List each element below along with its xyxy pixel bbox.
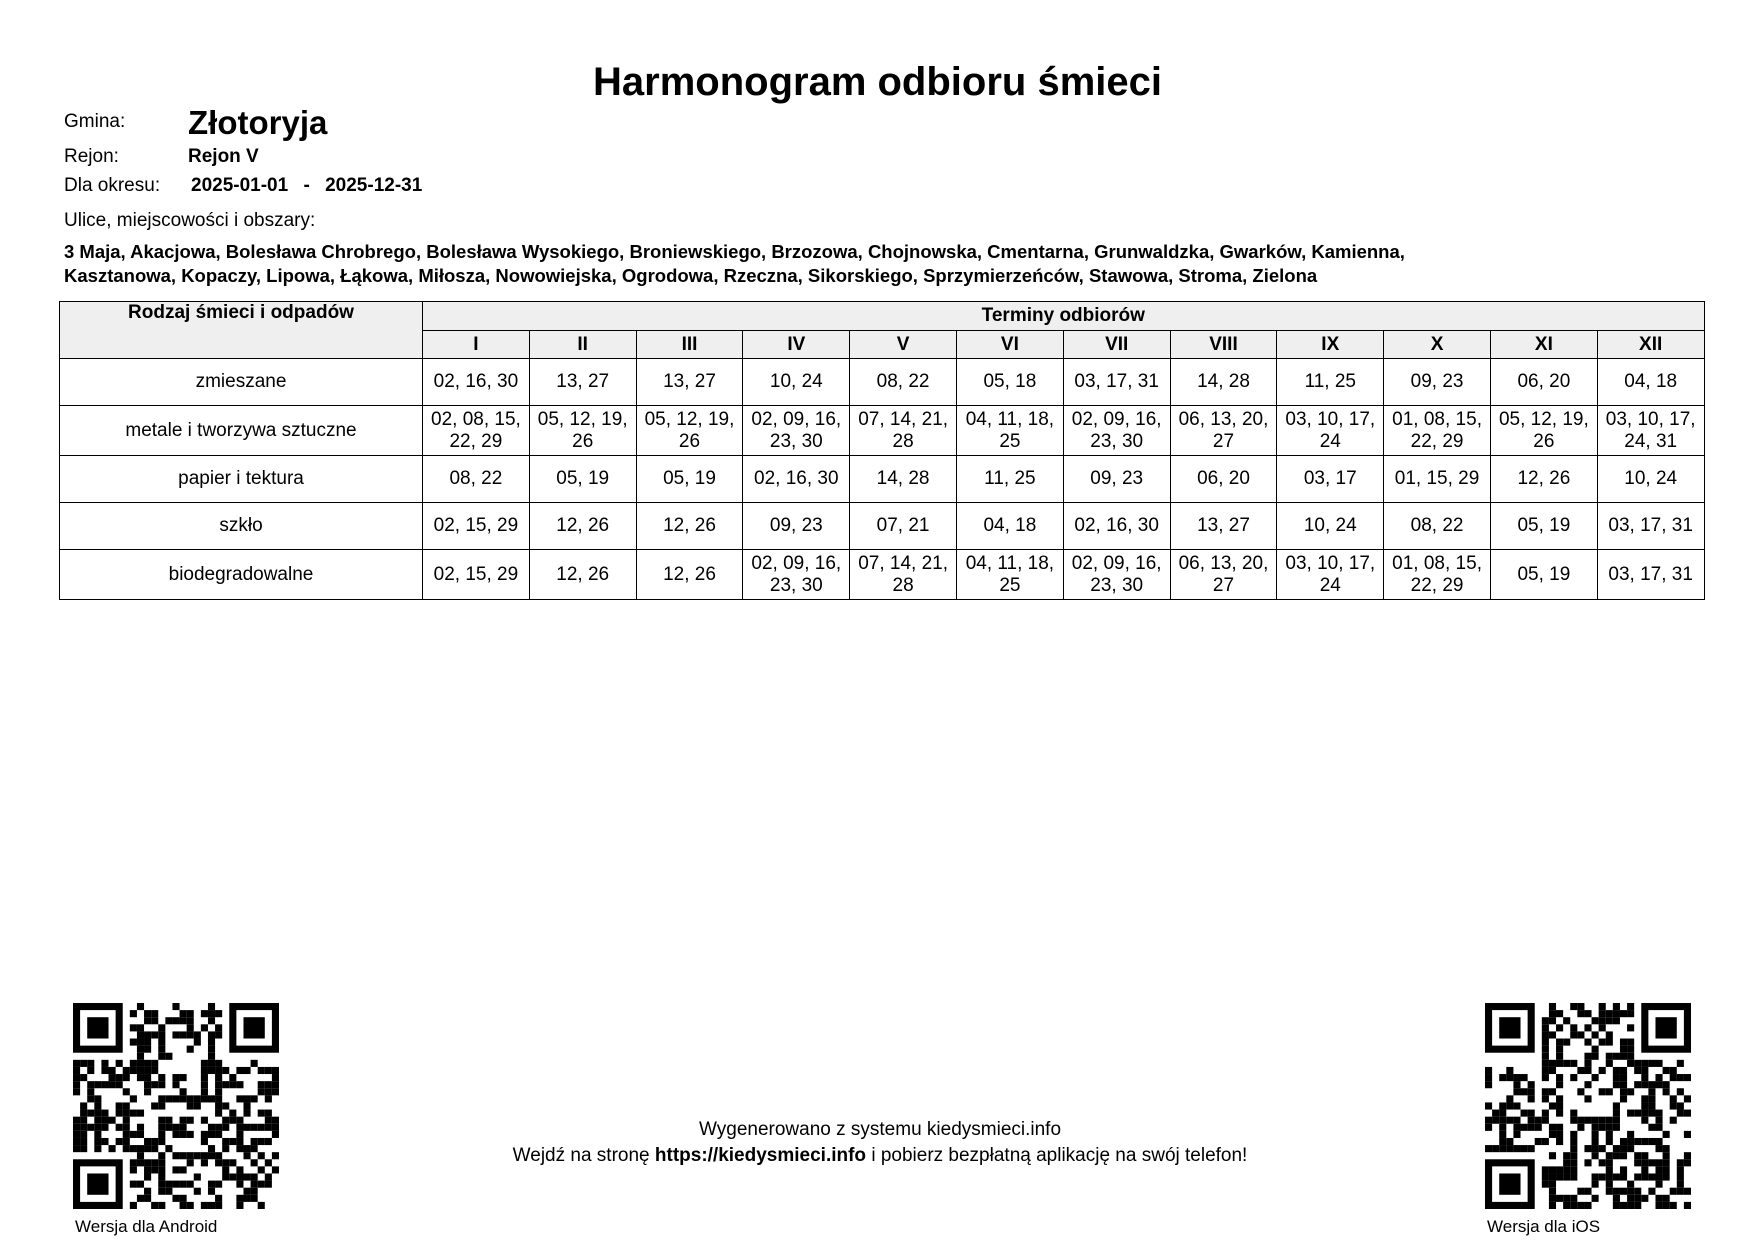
table-row xyxy=(60,456,1705,503)
month-header: II xyxy=(529,331,636,359)
okres-label: Dla okresu: xyxy=(64,175,161,196)
table-row xyxy=(60,550,1705,600)
date-cell: 03, 17 xyxy=(1277,456,1384,503)
date-cell: 02, 15, 29 xyxy=(423,550,530,600)
date-cell: 13, 27 xyxy=(1170,503,1277,550)
table-row xyxy=(60,359,1705,406)
month-header: VII xyxy=(1063,331,1170,359)
table-row xyxy=(60,406,1705,456)
date-cell: 12, 26 xyxy=(529,503,636,550)
qr-code-icon xyxy=(1485,1003,1691,1209)
date-cell: 11, 25 xyxy=(1277,359,1384,406)
waste-type-cell: biodegradowalne xyxy=(60,550,423,600)
footer-line-1: Wygenerowano z systemu kiedysmieci.info xyxy=(698,1119,1062,1140)
date-cell: 12, 26 xyxy=(636,503,743,550)
date-cell: 03, 10, 17, 24 xyxy=(1277,406,1384,456)
date-cell: 02, 16, 30 xyxy=(743,456,850,503)
streets-list xyxy=(64,240,1704,288)
date-cell: 05, 19 xyxy=(1490,503,1597,550)
date-cell: 04, 18 xyxy=(956,503,1063,550)
date-cell: 12, 26 xyxy=(1490,456,1597,503)
date-cell: 03, 10, 17, 24 xyxy=(1277,550,1384,600)
date-cell: 09, 23 xyxy=(1063,456,1170,503)
website-link[interactable]: https://kiedysmieci.info xyxy=(654,1145,867,1166)
date-cell: 14, 28 xyxy=(1170,359,1277,406)
android-label: Wersja dla Android xyxy=(75,1217,218,1236)
footer-text-pre: Wejdź na stronę xyxy=(512,1145,655,1166)
month-header: VIII xyxy=(1170,331,1277,359)
date-cell: 05, 19 xyxy=(1490,550,1597,600)
type-header: Rodzaj śmieci i odpadów xyxy=(60,302,423,359)
date-cell: 12, 26 xyxy=(636,550,743,600)
date-cell: 13, 27 xyxy=(636,359,743,406)
date-cell: 03, 17, 31 xyxy=(1063,359,1170,406)
date-cell: 05, 19 xyxy=(636,456,743,503)
date-cell: 02, 16, 30 xyxy=(423,359,530,406)
month-header: IV xyxy=(743,331,850,359)
footer-line-2 xyxy=(380,1143,1380,1169)
date-cell: 09, 23 xyxy=(743,503,850,550)
date-cell: 11, 25 xyxy=(956,456,1063,503)
date-cell: 04, 11, 18, 25 xyxy=(956,550,1063,600)
month-header: VI xyxy=(956,331,1063,359)
date-cell: 05, 18 xyxy=(956,359,1063,406)
date-cell: 04, 11, 18, 25 xyxy=(956,406,1063,456)
waste-type-cell: zmieszane xyxy=(60,359,423,406)
month-header: XII xyxy=(1597,331,1704,359)
date-cell: 02, 09, 16, 23, 30 xyxy=(743,550,850,600)
streets-label: Ulice, miejscowości i obszary: xyxy=(64,210,316,231)
date-cell: 13, 27 xyxy=(529,359,636,406)
date-cell: 03, 17, 31 xyxy=(1597,550,1704,600)
date-cell: 02, 15, 29 xyxy=(423,503,530,550)
date-cell: 10, 24 xyxy=(743,359,850,406)
month-header: XI xyxy=(1490,331,1597,359)
date-cell: 07, 21 xyxy=(850,503,957,550)
month-header: III xyxy=(636,331,743,359)
date-cell: 07, 14, 21, 28 xyxy=(850,550,957,600)
date-cell: 03, 10, 17, 24, 31 xyxy=(1597,406,1704,456)
footer-text-post: i pobierz bezpłatną aplikację na swój telefon! xyxy=(866,1145,1248,1166)
month-header: I xyxy=(423,331,530,359)
date-cell: 05, 12, 19, 26 xyxy=(529,406,636,456)
date-cell: 08, 22 xyxy=(850,359,957,406)
month-header: X xyxy=(1384,331,1491,359)
date-cell: 05, 12, 19, 26 xyxy=(1490,406,1597,456)
terms-header: Terminy odbiorów xyxy=(423,302,1705,331)
date-cell: 05, 12, 19, 26 xyxy=(636,406,743,456)
date-cell: 02, 09, 16, 23, 30 xyxy=(1063,406,1170,456)
table-row xyxy=(60,503,1705,550)
okres-to: 2025-12-31 xyxy=(325,175,423,196)
waste-type-cell: metale i tworzywa sztuczne xyxy=(60,406,423,456)
date-cell: 10, 24 xyxy=(1277,503,1384,550)
date-cell: 04, 18 xyxy=(1597,359,1704,406)
month-header: IX xyxy=(1277,331,1384,359)
gmina-label: Gmina: xyxy=(64,111,126,132)
page-title: Harmonogram odbioru śmieci xyxy=(593,60,1162,104)
date-cell: 07, 14, 21, 28 xyxy=(850,406,957,456)
date-cell: 01, 08, 15, 22, 29 xyxy=(1384,550,1491,600)
date-cell: 01, 08, 15, 22, 29 xyxy=(1384,406,1491,456)
date-cell: 09, 23 xyxy=(1384,359,1491,406)
date-cell: 05, 19 xyxy=(529,456,636,503)
schedule-body xyxy=(60,359,1705,600)
waste-type-cell: szkło xyxy=(60,503,423,550)
date-cell: 06, 20 xyxy=(1490,359,1597,406)
date-cell: 02, 09, 16, 23, 30 xyxy=(743,406,850,456)
okres-from: 2025-01-01 xyxy=(191,175,289,196)
date-cell: 02, 08, 15, 22, 29 xyxy=(423,406,530,456)
gmina-value: Złotoryja xyxy=(188,104,328,141)
date-cell: 08, 22 xyxy=(423,456,530,503)
date-cell: 14, 28 xyxy=(850,456,957,503)
date-cell: 06, 13, 20, 27 xyxy=(1170,406,1277,456)
month-header: V xyxy=(850,331,957,359)
ios-label: Wersja dla iOS xyxy=(1487,1217,1601,1236)
streets-line-1: 3 Maja, Akacjowa, Bolesława Chrobrego, Bolesława Wysokiego, Broniewskiego, Brzozowa, Chojnowska, Cmentarna, Grunwaldzka, Gwarków, Kamienna, xyxy=(64,241,1405,262)
date-cell: 08, 22 xyxy=(1384,503,1491,550)
qr-code-icon xyxy=(73,1003,279,1209)
streets-line-2: Kasztanowa, Kopaczy, Lipowa, Łąkowa, Miłosza, Nowowiejska, Ogrodowa, Rzeczna, Sikorskiego, Sprzymierzeńców, Stawowa, Stroma, Zielona xyxy=(64,265,1318,286)
rejon-label: Rejon: xyxy=(64,146,119,167)
okres-range xyxy=(191,175,422,197)
date-cell: 03, 17, 31 xyxy=(1597,503,1704,550)
date-cell: 10, 24 xyxy=(1597,456,1704,503)
date-cell: 06, 20 xyxy=(1170,456,1277,503)
schedule-table xyxy=(59,301,1705,600)
okres-separator: - xyxy=(303,175,310,196)
waste-type-cell: papier i tektura xyxy=(60,456,423,503)
date-cell: 12, 26 xyxy=(529,550,636,600)
rejon-value: Rejon V xyxy=(188,146,259,167)
date-cell: 01, 15, 29 xyxy=(1384,456,1491,503)
date-cell: 02, 16, 30 xyxy=(1063,503,1170,550)
date-cell: 02, 09, 16, 23, 30 xyxy=(1063,550,1170,600)
date-cell: 06, 13, 20, 27 xyxy=(1170,550,1277,600)
